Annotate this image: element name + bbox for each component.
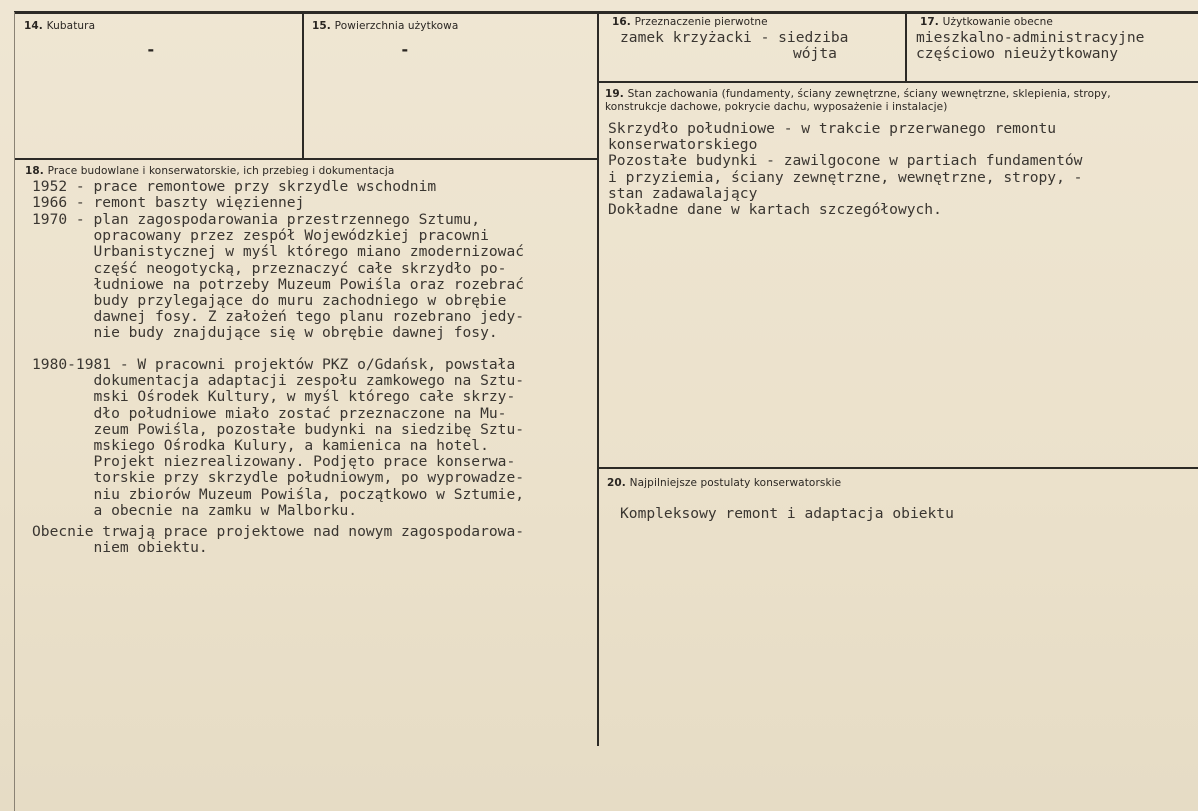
field-18-entry-1970: 1970 - plan zagospodarowania przestrzennego Sztumu, opracowany przez zespół Wojewódzkiej pracowni Urbanistycznej w myśl którego miano zmodernizować część neogotycką, przeznaczyć całe skrzydło po- łudniowe na potrzeby Muzeum Powiśla oraz rozebrać budy przylegające do muru zachodniego w obrębie dawnej fosy. Z założeń tego planu rozebrano jedy- nie budy znajdujące się w obrębie dawnej fosy. <box>32 211 525 342</box>
field-15-label: 15. Powierzchnia użytkowa <box>312 20 459 32</box>
line-above-20 <box>598 467 1198 469</box>
left-border <box>14 12 15 811</box>
divider-main <box>597 12 599 746</box>
field-20-label: 20. Najpilniejsze postulaty konserwatorskie <box>607 477 842 489</box>
field-20-value: Kompleksowy remont i adaptacja obiektu <box>620 505 954 522</box>
field-16-label: 16. Przeznaczenie pierwotne <box>612 16 768 28</box>
field-16-value-line-2: wójta <box>793 45 837 62</box>
field-18-entry-1952: 1952 - prace remontowe przy skrzydle wschodnim <box>32 178 437 195</box>
field-15-value: - <box>400 40 410 59</box>
top-border <box>14 11 1198 14</box>
field-17-value-line-2: częściowo nieużytkowany <box>916 45 1119 62</box>
field-18-label: 18. Prace budowlane i konserwatorskie, ich przebieg i dokumentacja <box>25 165 395 177</box>
divider-16-17 <box>905 12 907 82</box>
line-under-16-17 <box>598 81 1198 83</box>
field-17-label: 17. Użytkowanie obecne <box>920 16 1053 28</box>
field-19-label: 19. Stan zachowania (fundamenty, ściany zewnętrzne, ściany wewnętrzne, sklepienia, stropy, konstrukcje dachowe, pokrycie dachu, wyposażenie i instalacje) <box>605 88 1111 113</box>
field-16-value-line-1: zamek krzyżacki - siedziba <box>620 29 849 46</box>
field-18-entry-1966: 1966 - remont baszty więziennej <box>32 194 305 211</box>
divider-14-15 <box>302 12 304 159</box>
field-19-value: Skrzydło południowe - w trakcie przerwanego remontu konserwatorskiego Pozostałe budynki - zawilgocone w partiach fundamentów i przyziemia, ściany zewnętrzne, wewnętrzne, stropy, - stan zadawalający Dokładne dane w kartach szczegółowych. <box>608 120 1083 219</box>
field-14-label: 14. Kubatura <box>24 20 96 32</box>
field-14-value: - <box>146 40 156 59</box>
line-above-18 <box>14 158 598 160</box>
field-17-value-line-1: mieszkalno-administracyjne <box>916 29 1145 46</box>
field-18-closing-note: Obecnie trwają prace projektowe nad nowym zagospodarowa- niem obiektu. <box>32 523 525 557</box>
field-18-entry-1980: 1980-1981 - W pracowni projektów PKZ o/Gdańsk, powstała dokumentacja adaptacji zespołu zamkowego na Sztu- mski Ośrodek Kultury, w myśl którego całe skrzy- dło południowe miało zostać przeznaczone na Mu- zeum Powiśla, pozostałe budynki na siedzibę Sztu- mskiego Ośrodka Kulury, a kamienica na hotel. Projekt niezrealizowany. Podjęto prace konserwa- torskie przy skrzydle południowym, po wyprowadze- niu zbiorów Muzeum Powiśla, początkowo w Sztumie, a obecnie na zamku w Malborku. <box>32 356 525 519</box>
